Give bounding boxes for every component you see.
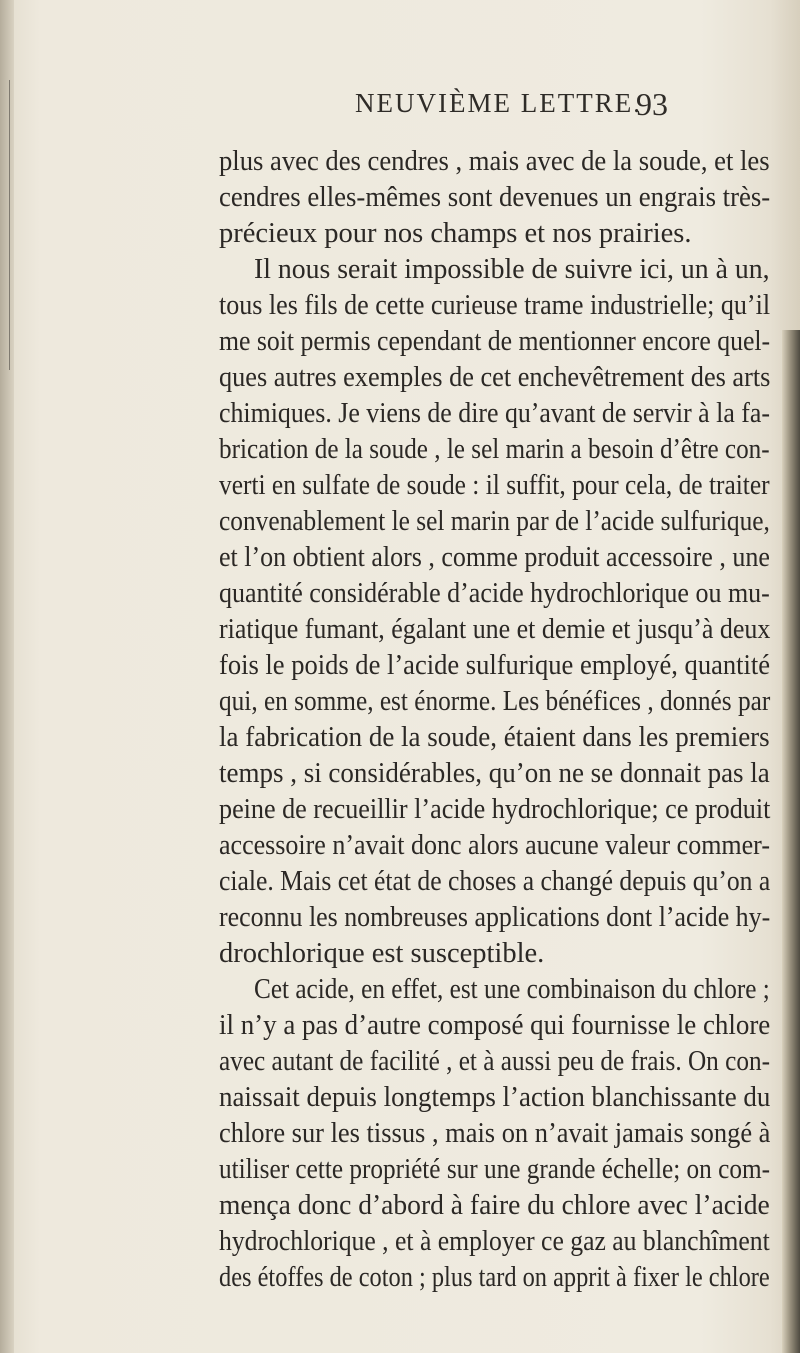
text-line: ques autres exemples de cet enchevêtrement des arts bbox=[219, 362, 771, 393]
text-line: drochlorique est susceptible. bbox=[219, 938, 545, 969]
page-number: 93 bbox=[636, 86, 668, 122]
text-line: avec autant de facilité , et à aussi peu de frais. On con- bbox=[219, 1046, 770, 1077]
text-line: me soit permis cependant de mentionner encore quel- bbox=[219, 326, 771, 357]
text-line: verti en sulfate de soude : il suffit, pour cela, de traiter bbox=[219, 470, 770, 501]
text-line: temps , si considérables, qu’on ne se donnait pas la bbox=[219, 758, 770, 789]
page-binding-edge bbox=[0, 0, 14, 1353]
text-line: accessoire n’avait donc alors aucune valeur commer- bbox=[219, 830, 770, 861]
text-line: Cet acide, en effet, est une combinaison du chlore ; bbox=[254, 974, 770, 1005]
text-line: quantité considérable d’acide hydrochlorique ou mu- bbox=[219, 578, 770, 609]
text-line: naissait depuis longtemps l’action blanchissante du bbox=[219, 1082, 771, 1113]
page-header bbox=[0, 88, 800, 128]
text-line: des étoffes de coton ; plus tard on apprit à fixer le chlore bbox=[219, 1262, 770, 1293]
text-line: chlore sur les tissus , mais on n’avait jamais songé à bbox=[219, 1118, 771, 1149]
text-line: utiliser cette propriété sur une grande échelle; on com- bbox=[219, 1154, 770, 1185]
page-right-edge bbox=[782, 330, 800, 1353]
text-line: fois le poids de l’acide sulfurique employé, quantité bbox=[219, 650, 771, 681]
text-line: ciale. Mais cet état de choses a changé depuis qu’on a bbox=[219, 866, 771, 897]
text-line: chimiques. Je viens de dire qu’avant de servir à la fa- bbox=[219, 398, 770, 429]
text-line: reconnu les nombreuses applications dont l’acide hy- bbox=[219, 902, 771, 933]
text-line: cendres elles-mêmes sont devenues un engrais très- bbox=[219, 182, 771, 213]
text-line: Il nous serait impossible de suivre ici, un à un, bbox=[254, 254, 770, 285]
text-line: précieux pour nos champs et nos prairies. bbox=[219, 218, 692, 249]
text-line: qui, en somme, est énorme. Les bénéfices , donnés par bbox=[219, 686, 771, 717]
running-title: NEUVIÈME LETTRE. bbox=[355, 88, 642, 118]
text-line: peine de recueillir l’acide hydrochlorique; ce produit bbox=[219, 794, 771, 825]
text-line: et l’on obtient alors , comme produit accessoire , une bbox=[219, 542, 770, 573]
text-line: il n’y a pas d’autre composé qui fournisse le chlore bbox=[219, 1010, 771, 1041]
text-line: plus avec des cendres , mais avec de la soude, et les bbox=[219, 146, 770, 177]
text-line: la fabrication de la soude, étaient dans les premiers bbox=[219, 722, 770, 753]
text-line: brication de la soude , le sel marin a besoin d’être con- bbox=[219, 434, 770, 465]
text-line: tous les fils de cette curieuse trame industrielle; qu’il bbox=[219, 290, 771, 321]
text-line: riatique fumant, égalant une et demie et jusqu’à deux bbox=[219, 614, 771, 645]
text-line: hydrochlorique , et à employer ce gaz au blanchîment bbox=[219, 1226, 770, 1257]
text-line: mença donc d’abord à faire du chlore avec l’acide bbox=[219, 1190, 770, 1221]
text-line: convenablement le sel marin par de l’acide sulfurique, bbox=[219, 506, 770, 537]
